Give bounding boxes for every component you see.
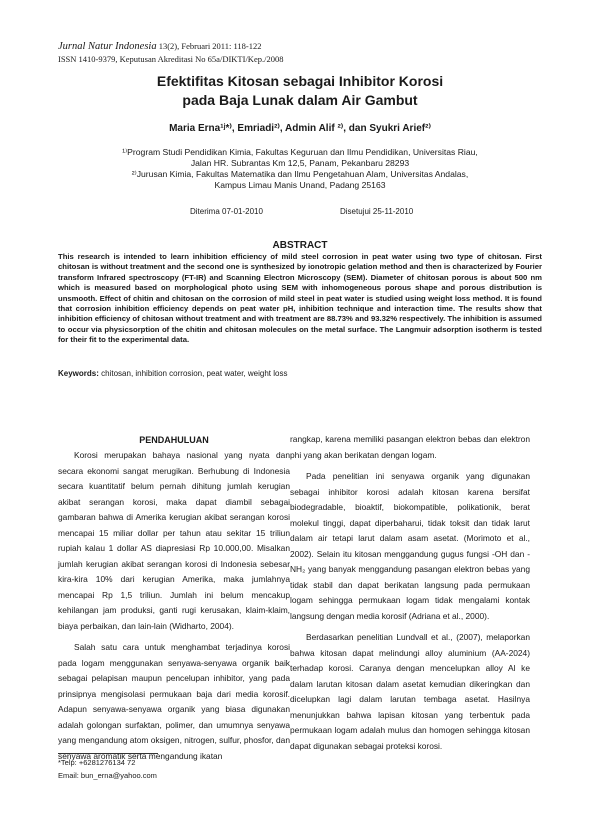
- section-heading: PENDAHULUAN: [139, 435, 209, 445]
- affiliation-line: ²⁾Jurusan Kimia, Fakultas Matematika dan Ilmu Pengetahuan Alam, Universitas Andalas,: [131, 169, 469, 179]
- title-line-1: Efektifitas Kitosan sebagai Inhibitor Korosi: [156, 73, 444, 89]
- journal-volume: 13(2), Februari 2011: 118-122: [158, 41, 262, 51]
- footnote-rule: [58, 753, 158, 754]
- paragraph: rangkap, karena memiliki pasangan elektron bebas dan elektron phi yang akan berikatan dengan logam.: [290, 434, 530, 460]
- keywords: [58, 369, 542, 378]
- journal-issn: ISSN 1410-9379, Keputusan Akreditasi No 65a/DIKTI/Kep./2008: [58, 54, 284, 64]
- journal-name: Jurnal Natur Indonesia: [58, 41, 157, 52]
- accepted-date: Disetujui 25-11-2010: [340, 207, 414, 216]
- title-line-2: pada Baja Lunak dalam Air Gambut: [182, 92, 418, 108]
- affiliation-line: ¹⁾Program Studi Pendidikan Kimia, Fakultas Keguruan dan Ilmu Pendidikan, Universitas Riau,: [122, 147, 478, 157]
- paragraph: Korosi merupakan bahaya nasional yang nyata dan secara ekonomi sangat merugikan. Berhubung di Indonesia secara kuantitatif belum pernah dihitung jumlah kerugian akibat serangan korosi, maka dapat diambil sebagai gambaran bahwa di Amerika kerugian akibat serangan korosi mencapai 15 miliar dollar per tahun atau sekitar 15 triliun rupiah kalau 1 dollar AS diapresiasi Rp 10.000,00. Misalkan jumlah kerugian akibat serangan korosi di Indonesia sebesar kira-kira 10% dari kerugian Amerika, maka jumlahnya mencapai Rp 1,5 triliun. Jumlah ini belum mencakup kehilangan jam produksi, ganti rugi kerusakan, klaim-klaim, biaya perbaikan, dan lain-lain (Widharto, 2004).: [58, 450, 290, 631]
- received-date: Diterima 07-01-2010: [190, 207, 263, 216]
- abstract-heading: ABSTRACT: [272, 240, 328, 251]
- keywords-label: Keywords:: [58, 369, 99, 378]
- affiliation-line: Jalan HR. Subrantas Km 12,5, Panam, Pekanbaru 28293: [190, 158, 410, 168]
- affiliations: [80, 147, 520, 191]
- footnote-telephone: *Telp: +6281276134 72: [58, 758, 136, 767]
- footnote-email: Email: bun_erna@yahoo.com: [58, 771, 157, 780]
- paragraph: Pada penelitian ini senyawa organik yang digunakan sebagai inhibitor korosi adalah kitosan karena bersifat biodegradable, bioaktif, biokompatible, polikationik, berat molekul tinggi, dapat diperbaharui, tidak toksit dan tidak larut dalam air tetapi larut dalam asam asetat. (Morimoto et al., 2002). Selain itu kitosan menggandung gugus fungsi -OH dan -NH₂ yang banyak menggandung pasangan elektron bebas yang tidak stabil dan dapat berikatan langsung pada permukaan logam sehingga permukaan logam tidak mengalami kontak langsung dengan media korosif (Adriana et al., 2000).: [290, 471, 530, 621]
- paragraph: Berdasarkan penelitian Lundvall et al., (2007), melaporkan bahwa kitosan dapat melindungi alloy aluminium (AA-2024) terhadap korosi. Caranya dengan mencelupkan alloy Al ke dalam larutan kitosan dalam asetat kemudian dikeringkan dan dicelupkan lagi dalam larutan tembaga asetat. Hasilnya menunjukkan bahwa lapisan kitosan yang terbentuk pada permukaan logam adalah mulus dan homogen sehingga kitosan dapat digunakan sebagai proteksi korosi.: [290, 632, 530, 751]
- journal-header: [58, 40, 283, 65]
- abstract-text: This research is intended to learn inhibition efficiency of mild steel corrosion in peat water using two type of chitosan. First chitosan is without treatment and the second one is synthesized by ionotropic gelation method and then is characterized by Fourier transform Infrared spectroscopy (FT-IR) and Scanning Electron Microscopy (SEM). Diameter of chitosan porous is about 500 nm which is measured based on morphological photo using SEM with inhomogeneous porous shape and porous distribution is unsmooth. Effect of chitin and chitosan on the corrosion of mild steel in peat water is studied using weight loss method. It is found that corrosion inhibition efficiency depends on peat water pH, inhibition technique and interaction time. The results show that inhibition efficiency of chitosan without treatment and with treatment are 88.73% and 93.32% respectively. The inhibition is assumed to occur via physicsorption of the chitin and chitosan molecules on the metal surface. The Langmuir adsorption isotherm is tested for their fit to the experimental data.: [58, 252, 542, 345]
- right-column: [290, 432, 530, 760]
- paragraph: Salah satu cara untuk menghambat terjadinya korosi pada logam menggunakan senyawa-senyawa organik baik sebagai pelapisan maupun pencelupan inhibitor, yang pada prinsipnya mengisolasi permukaan baja dari media korosif. Adapun senyawa-senyawa organik yang biasa digunakan adalah golongan surfaktan, polimer, dan umumnya senyawa yang mengandung atom oksigen, nitrogen, sulfur, phosfor, dan senyawa aromatik serta mengandung ikatan: [58, 642, 290, 761]
- left-column: [58, 432, 290, 770]
- keywords-text: chitosan, inhibition corrosion, peat water, weight loss: [101, 369, 288, 378]
- footnote: [58, 756, 157, 782]
- authors: Maria Erna¹ʲ*⁾, Emriadi²⁾, Admin Alif ²⁾, dan Syukri Arief²⁾: [169, 123, 431, 134]
- paper-title: [60, 72, 540, 110]
- affiliation-line: Kampus Limau Manis Unand, Padang 25163: [214, 180, 386, 190]
